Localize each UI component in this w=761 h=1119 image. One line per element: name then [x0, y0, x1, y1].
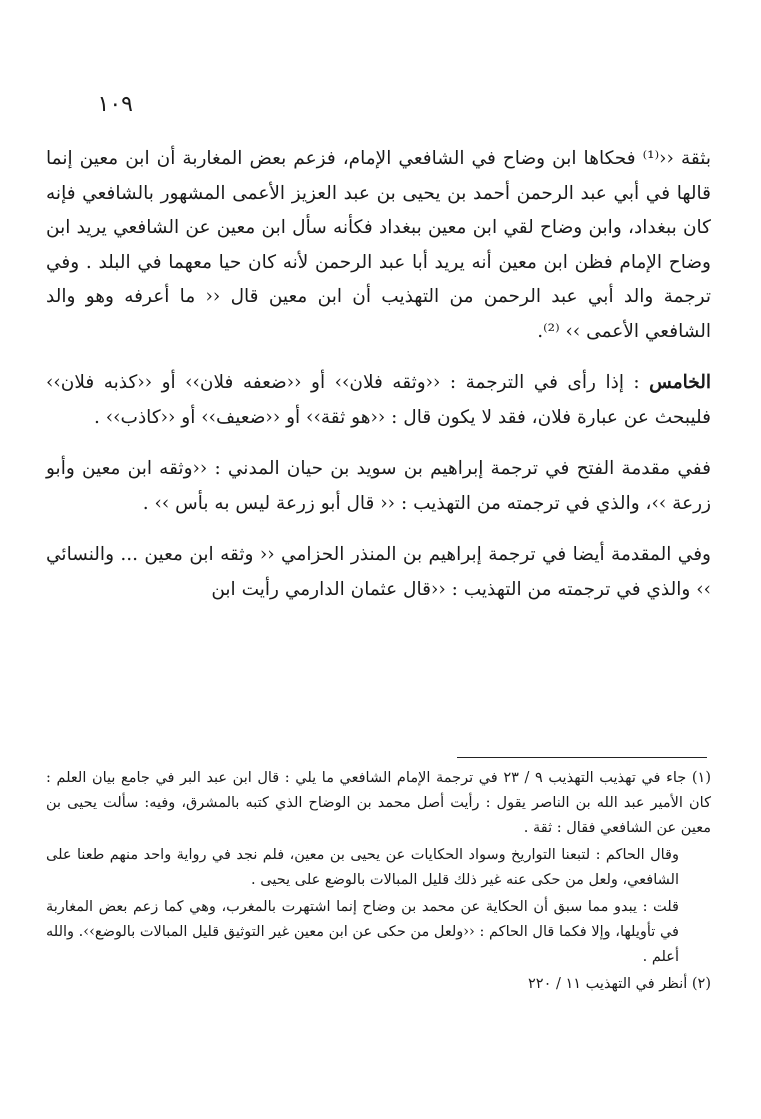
paragraph-3: [46, 452, 711, 521]
footnote-2: (٢) أنظر في التهذيب ١١ / ٢٢٠: [528, 976, 711, 992]
footnotes: [46, 766, 711, 997]
paragraph-1: [46, 142, 711, 349]
main-text: [46, 142, 711, 607]
paragraph-4: [46, 538, 711, 607]
paragraph-2: [46, 366, 711, 435]
footnote-1-continued: وقال الحاكم : لتبعنا التواريخ وسواد الحكايات عن يحيى بن معين، فلم نجد في رواية واحد منهم طعنا على الشافعي، ولعل من حكى عنه غير ذلك قليل المبالات بالوضع على يحيى .: [46, 847, 679, 888]
page-number: ١٠٩: [97, 92, 133, 117]
paragraph-2-text: : إذا رأى في الترجمة : ‹‹وثقه فلان›› أو ‹‹ضعفه فلان›› أو ‹‹كذبه فلان›› فليبحث عن عبارة فلان، فقد لا يكون قال : ‹‹هو ثقة›› أو ‹‹ضعيف›› أو ‹‹كاذب›› .: [46, 372, 711, 428]
paragraph-2-lead: الخامس: [649, 372, 711, 393]
paragraph-4-text: وفي المقدمة أيضا في ترجمة إبراهيم بن المنذر الحزامي ‹‹ وثقه ابن معين ... والنسائي ›› والذي في ترجمته من التهذيب : ‹‹قال عثمان الدارمي رأيت ابن: [46, 544, 711, 600]
footnote-1-note: قلت : يبدو مما سبق أن الحكاية عن محمد بن وضاح إنما اشتهرت بالمغرب، وهي كما زعم بعض المغاربة في تأويلها، وإلا فكما قال الحاكم : ‹‹ولعل من حكى عن ابن معين غير التوثيق قليل المبالات بالوضع››. والله أعلم .: [46, 899, 679, 965]
footnote-divider: [457, 757, 707, 758]
paragraph-1-text: بثقة ‹‹⁽¹⁾ فحكاها ابن وضاح في الشافعي الإمام، فزعم بعض المغاربة أن ابن معين إنما قالها في أبي عبد الرحمن أحمد بن يحيى بن عبد العزيز الأعمى المشهور بالشافعي فإنه كان ببغداد، وابن وضاح لقي ابن معين ببغداد فكأنه سأل ابن معين عن الشافعي يريد ابن وضاح الإمام فظن ابن معين أنه يريد أبا عبد الرحمن لأنه كان حيا معهما في البلد . وفي ترجمة والد أبي عبد الرحمن من التهذيب أن ابن معين قال ‹‹ ما أعرفه وهو والد الشافعي الأعمى ›› ⁽²⁾.: [46, 148, 711, 342]
paragraph-3-text: ففي مقدمة الفتح في ترجمة إبراهيم بن سويد بن حيان المدني : ‹‹وثقه ابن معين وأبو زرعة ››، والذي في ترجمته من التهذيب : ‹‹ قال أبو زرعة ليس به بأس ›› .: [46, 458, 711, 514]
footnote-1: (١) جاء في تهذيب التهذيب ٩ / ٢٣ في ترجمة الإمام الشافعي ما يلي : قال ابن عبد البر في جامع بيان العلم : كان الأمير عبد الله بن الناصر يقول : رأيت أصل محمد بن الوضاح الذي كتبه بالمشرق، وفيه: سألت يحيى بن معين عن الشافعي فقال : ثقة .: [46, 770, 711, 836]
